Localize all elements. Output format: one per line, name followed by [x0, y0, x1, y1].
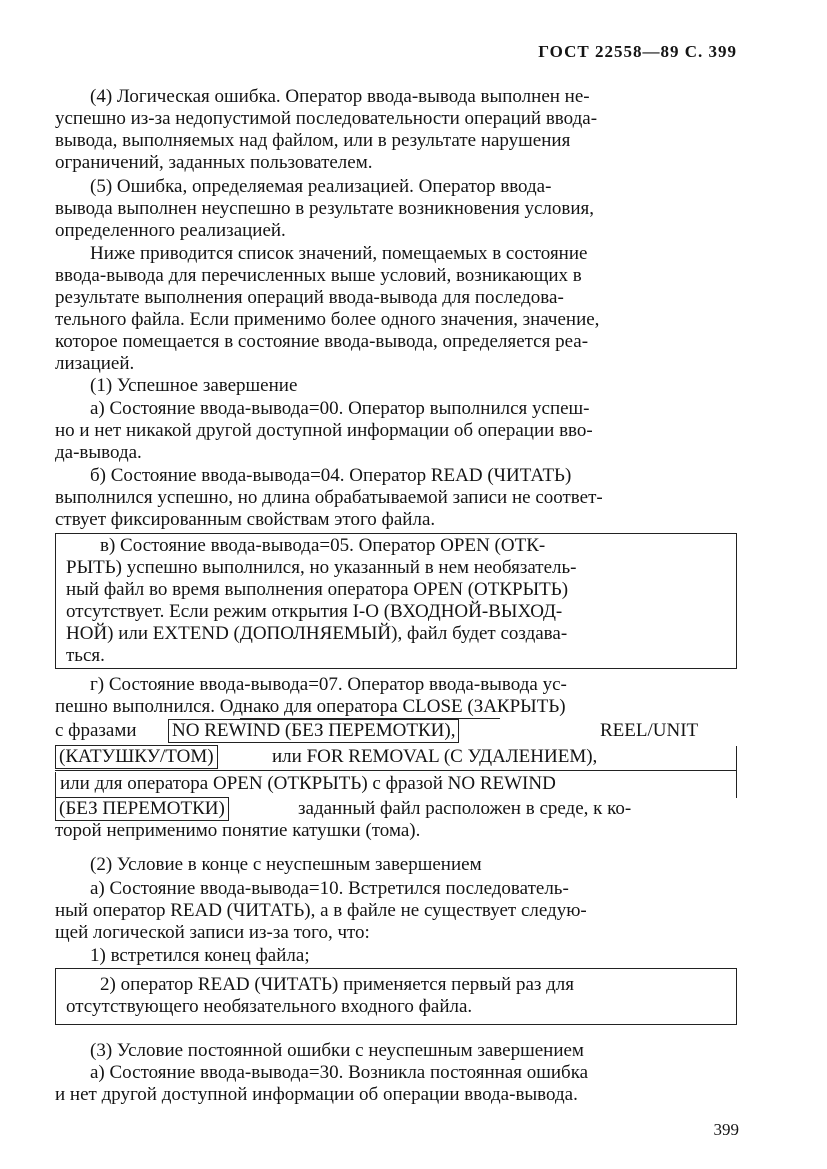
text-line: НОЙ) или EXTEND (ДОПОЛНЯЕМЫЙ), файл будет создава- [66, 623, 568, 644]
boxed-phrase: NO REWIND (БЕЗ ПЕРЕМОТКИ), [168, 719, 459, 743]
page-number: 399 [713, 1120, 739, 1139]
text-line: щей логической записи из-за того, что: [55, 922, 370, 943]
text-line: но и нет никакой другой доступной информации об операции вво- [55, 420, 593, 441]
text-line: (4) Логическая ошибка. Оператор ввода-вывода выполнен не- [90, 86, 590, 107]
text-line: или для оператора OPEN (ОТКРЫТЬ) с фразой NO REWIND [60, 773, 556, 794]
section-heading: (3) Условие постоянной ошибки с неуспешным завершением [90, 1040, 584, 1061]
text-line: с фразами [55, 720, 137, 741]
text-line: 2) оператор READ (ЧИТАТЬ) применяется первый раз для [100, 974, 575, 995]
text-line: которое помещается в состояние ввода-вывода, определяется реа- [55, 331, 589, 352]
text-line: ться. [66, 645, 105, 666]
text-line: в) Состояние ввода-вывода=05. Оператор OPEN (ОТК- [100, 535, 546, 556]
change-box-top-rule [55, 533, 737, 534]
page-header: ГОСТ 22558—89 С. 399 [538, 42, 737, 61]
text-line: ствует фиксированным свойствам этого файла. [55, 509, 436, 530]
boxed-phrase: (КАТУШКУ/ТОМ) [55, 745, 218, 769]
change-box-bottom-rule [55, 1024, 737, 1025]
boxed-phrase: (БЕЗ ПЕРЕМОТКИ) [55, 797, 229, 821]
text-line: а) Состояние ввода-вывода=10. Встретился последователь- [90, 878, 569, 899]
text-line: заданный файл расположен в среде, к ко- [298, 798, 632, 819]
change-box-right-rule [736, 968, 737, 1024]
text-line: 1) встретился конец файла; [90, 945, 310, 966]
text-line: REEL/UNIT [600, 720, 699, 741]
section-heading: (2) Условие в конце с неуспешным завершением [90, 854, 482, 875]
text-line: ограничений, заданных пользователем. [55, 152, 373, 173]
section-heading: (1) Успешное завершение [90, 375, 298, 396]
text-line: (5) Ошибка, определяемая реализацией. Оператор ввода- [90, 176, 552, 197]
text-line: или FOR REMOVAL (С УДАЛЕНИЕМ), [272, 746, 598, 767]
change-box-bottom-rule [55, 668, 737, 669]
text-line: б) Состояние ввода-вывода=04. Оператор READ (ЧИТАТЬ) [90, 465, 572, 486]
text-line: ный файл во время выполнения оператора OPEN (ОТКРЫТЬ) [66, 579, 569, 600]
text-line: успешно из-за недопустимой последовательности операций ввода- [55, 108, 598, 129]
text-line: вывода выполнен неуспешно в результате возникновения условия, [55, 198, 595, 219]
change-box-left-rule [55, 533, 56, 668]
text-line: да-вывода. [55, 442, 142, 463]
text-line: а) Состояние ввода-вывода=00. Оператор выполнился успеш- [90, 398, 590, 419]
text-line: и нет другой доступной информации об операции ввода-вывода. [55, 1084, 578, 1105]
text-line: пешно выполнился. Однако для оператора CLOSE (ЗАКРЫТЬ) [55, 696, 566, 717]
text-line: а) Состояние ввода-вывода=30. Возникла постоянная ошибка [90, 1062, 589, 1083]
text-line: выполнился успешно, но длина обрабатываемой записи не соответ- [55, 487, 603, 508]
text-line: результате выполнения операций ввода-вывода для последова- [55, 287, 564, 308]
text-line: ввода-вывода для перечисленных выше условий, возникающих в [55, 265, 582, 286]
change-box-top-rule [55, 968, 737, 969]
underline-rule [55, 770, 737, 771]
text-line: торой неприменимо понятие катушки (тома). [55, 820, 421, 841]
text-line: РЫТЬ) успешно выполнился, но указанный в нем необязатель- [66, 557, 577, 578]
change-box-right-rule [736, 746, 737, 798]
text-line: лизацией. [55, 353, 135, 374]
text-line: отсутствующего необязательного входного файла. [66, 996, 473, 1017]
text-line: тельного файла. Если применимо более одного значения, значение, [55, 309, 600, 330]
text-line: Ниже приводится список значений, помещаемых в состояние [90, 243, 588, 264]
change-box-right-rule [736, 533, 737, 668]
change-box-left-rule [55, 968, 56, 1024]
text-line: г) Состояние ввода-вывода=07. Оператор ввода-вывода ус- [90, 674, 567, 695]
text-line: вывода, выполняемых над файлом, или в результате нарушения [55, 130, 571, 151]
text-line: определенного реализацией. [55, 220, 286, 241]
text-line: ный оператор READ (ЧИТАТЬ), а в файле не существует следую- [55, 900, 587, 921]
text-line: отсутствует. Если режим открытия I-O (ВХОДНОЙ-ВЫХОД- [66, 601, 563, 622]
